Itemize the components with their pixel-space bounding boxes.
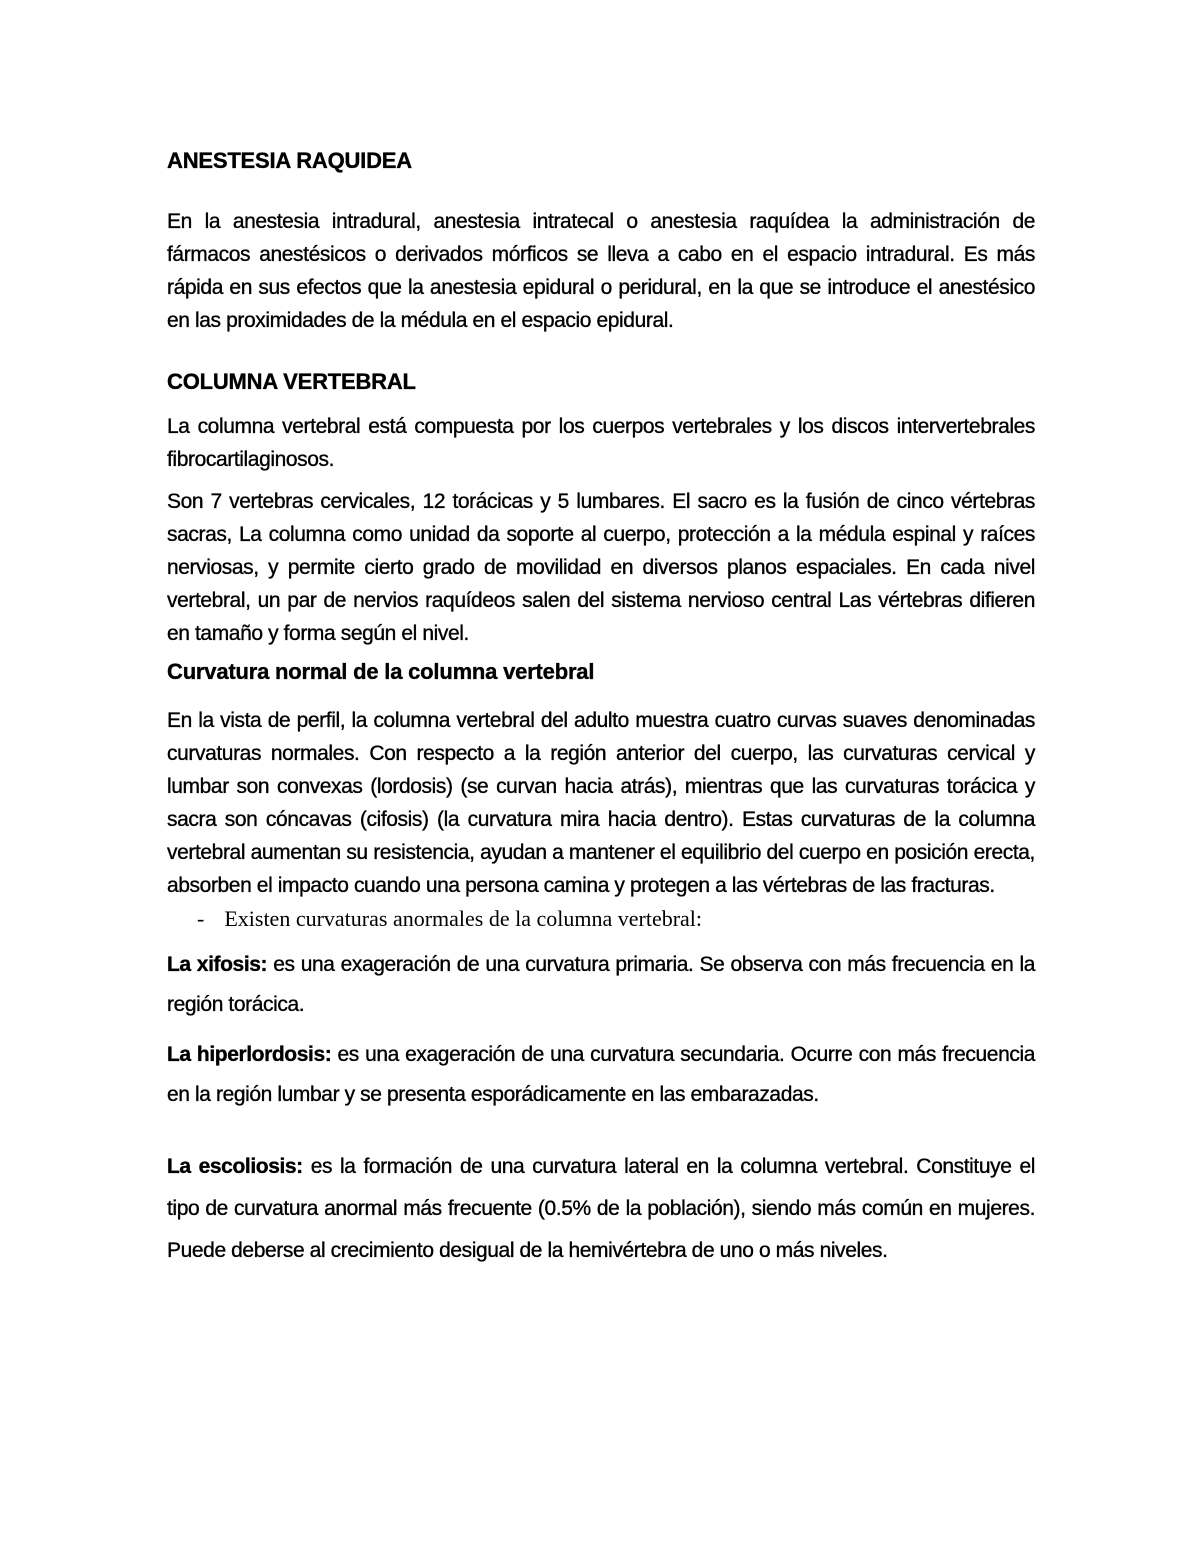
term-label-escoliosis: La escoliosis: — [167, 1155, 303, 1178]
paragraph-escoliosis — [167, 1146, 1035, 1272]
section-heading-columna-vertebral: COLUMNA VERTEBRAL — [167, 369, 416, 394]
paragraph-vertebras-detalle: Son 7 vertebras cervicales, 12 torácicas y 5 lumbares. El sacro es la fusión de cinco vértebras sacras, La columna como unidad da soporte al cuerpo, protección a la médula espinal y raíces nerviosas, y permite cierto grado de movilidad en diversos planos espaciales. En cada nivel vertebral, un par de nervios raquídeos salen del sistema nervioso central Las vértebras difieren en tamaño y forma según el nivel. — [167, 490, 1035, 645]
paragraph-columna-composicion: La columna vertebral está compuesta por los cuerpos vertebrales y los discos intervertebrales fibrocartilaginosos. — [167, 415, 1035, 471]
term-label-hiperlordosis: La hiperlordosis: — [167, 1043, 332, 1066]
term-definition-xifosis: es una exageración de una curvatura primaria. Se observa con más frecuencia en la región torácica. — [167, 953, 1035, 1016]
paragraph-curvaturas-normales: En la vista de perfil, la columna vertebral del adulto muestra cuatro curvas suaves denominadas curvaturas normales. Con respecto a la región anterior del cuerpo, las curvaturas cervical y lumbar son convexas (lordosis) (se curvan hacia atrás), mientras que las curvaturas torácica y sacra son cóncavas (cifosis) (la curvatura mira hacia dentro). Estas curvaturas de la columna vertebral aumentan su resistencia, ayudan a mantener el equilibrio del cuerpo en posición erecta, absorben el impacto cuando una persona camina y protegen a las vértebras de las fracturas. — [167, 709, 1035, 897]
list-item-curvaturas-anormales — [167, 902, 1035, 935]
term-definition-escoliosis: es la formación de una curvatura lateral en la columna vertebral. Constituye el tipo de curvatura anormal más frecuente (0.5% de la población), siendo más común en mujeres. Puede deberse al crecimiento desigual de la hemivértebra de uno o más niveles. — [167, 1155, 1035, 1262]
paragraph-hiperlordosis — [167, 1035, 1035, 1115]
list-bullet-dash: - — [197, 906, 205, 931]
section-heading-curvatura-normal: Curvatura normal de la columna vertebral — [167, 659, 595, 684]
document-title: ANESTESIA RAQUIDEA — [167, 148, 412, 173]
term-definition-hiperlordosis: es una exageración de una curvatura secundaria. Ocurre con más frecuencia en la región lumbar y se presenta esporádicamente en las embarazadas. — [167, 1043, 1036, 1106]
paragraph-anestesia-intro: En la anestesia intradural, anestesia intratecal o anestesia raquídea la administración de fármacos anestésicos o derivados mórficos se lleva a cabo en el espacio intradural. Es más rápida en sus efectos que la anestesia epidural o peridural, en la que se introduce el anestésico en las proximidades de la médula en el espacio epidural. — [167, 210, 1035, 332]
list-item-text: Existen curvaturas anormales de la columna vertebral: — [224, 906, 703, 931]
term-label-xifosis: La xifosis: — [167, 953, 268, 976]
paragraph-xifosis — [167, 945, 1035, 1025]
